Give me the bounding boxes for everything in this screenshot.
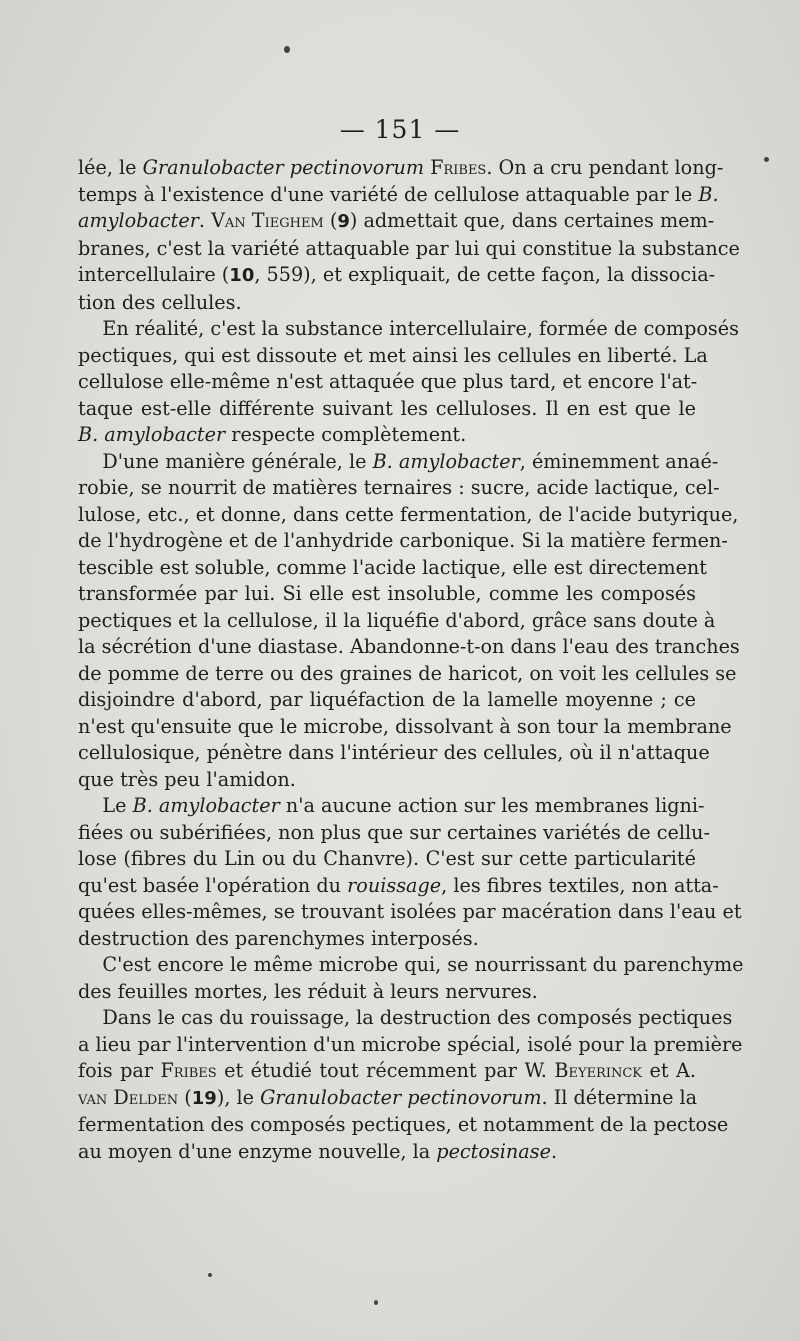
line: intercellulaire (10, 559), et expliquait, de cette façon, la dissocia- <box>78 263 716 286</box>
page-number-header: — 151 — <box>339 115 461 144</box>
line: destruction des parenchymes interposés. <box>78 926 479 950</box>
line: lée, le Granulobacter pectinovorum Fribes. On a cru pendant long- <box>78 156 724 179</box>
line: En réalité, c'est la substance intercellulaire, formée de composés <box>78 317 739 340</box>
line: de pomme de terre ou des graines de haricot, on voit les cellules se <box>78 661 737 685</box>
line: de l'hydrogène et de l'anhydride carbonique. Si la matière fermen- <box>78 529 728 552</box>
line: fiées ou subérifiées, non plus que sur certaines variétés de cellu- <box>78 820 710 844</box>
line: tescible est soluble, comme l'acide lactique, elle est directement <box>78 555 707 579</box>
line: disjoindre d'abord, par liquéfaction de la lamelle moyenne ; ce <box>78 688 696 711</box>
print-speck <box>208 1273 212 1277</box>
line: cellulose elle-même n'est attaquée que plus tard, et encore l'at- <box>78 370 698 393</box>
line: Dans le cas du rouissage, la destruction des composés pectiques <box>78 1006 733 1029</box>
line: tion des cellules. <box>78 290 242 314</box>
paragraph-5 <box>78 952 744 1005</box>
paragraph-2 <box>78 316 739 449</box>
paragraph-4 <box>78 793 742 952</box>
line: quées elles-mêmes, se trouvant isolées par macération dans l'eau et <box>78 900 742 923</box>
print-speck <box>764 157 769 162</box>
line: Le B. amylobacter n'a aucune action sur les membranes ligni- <box>78 794 705 817</box>
line: que très peu l'amidon. <box>78 767 296 791</box>
line: lose (fibres du Lin ou du Chanvre). C'est sur cette particularité <box>78 847 696 870</box>
line: pectiques, qui est dissoute et met ainsi les cellules en liberté. La <box>78 343 708 367</box>
line: transformée par lui. Si elle est insoluble, comme les composés <box>78 582 696 605</box>
line: D'une manière générale, le B. amylobacter, éminemment anaé- <box>78 449 719 473</box>
line: a lieu par l'intervention d'un microbe spécial, isolé pour la première <box>78 1032 743 1056</box>
print-speck <box>284 46 290 53</box>
line: pectiques et la cellulose, il la liquéfie d'abord, grâce sans doute à <box>78 608 716 632</box>
line: temps à l'existence d'une variété de cellulose attaquable par le B. <box>78 182 719 206</box>
line: fois par Fribes et étudié tout récemment par W. Beyerinck et A. <box>78 1059 696 1082</box>
line: amylobacter. Van Tieghem (9) admettait que, dans certaines mem- <box>78 209 715 232</box>
line: taque est-elle différente suivant les celluloses. Il en est que le <box>78 396 696 420</box>
line: B. amylobacter respecte complètement. <box>78 423 467 446</box>
line: la sécrétion d'une diastase. Abandonne-t-on dans l'eau des tranches <box>78 635 740 658</box>
line: branes, c'est la variété attaquable par lui qui constitue la substance <box>78 236 740 260</box>
paragraph-1 <box>78 155 740 316</box>
line: des feuilles mortes, les réduit à leurs nervures. <box>78 979 538 1003</box>
line: lulose, etc., et donne, dans cette fermentation, de l'acide butyrique, <box>78 502 739 526</box>
line: cellulosique, pénètre dans l'intérieur des cellules, où il n'attaque <box>78 741 710 764</box>
line: fermentation des composés pectiques, et notamment de la pectose <box>78 1113 729 1136</box>
line: n'est qu'ensuite que le microbe, dissolvant à son tour la membrane <box>78 714 732 738</box>
print-speck <box>374 1300 378 1305</box>
body-text <box>78 155 744 1165</box>
line: au moyen d'une enzyme nouvelle, la pectosinase. <box>78 1139 558 1163</box>
paragraph-6 <box>78 1005 743 1165</box>
line: robie, se nourrit de matières ternaires : sucre, acide lactique, cel- <box>78 476 720 499</box>
line: C'est encore le même microbe qui, se nourrissant du parenchyme <box>78 953 744 976</box>
paragraph-3 <box>78 449 740 794</box>
line: qu'est basée l'opération du rouissage, les fibres textiles, non atta- <box>78 873 719 897</box>
line: van Delden (19), le Granulobacter pectinovorum. Il détermine la <box>78 1085 698 1109</box>
